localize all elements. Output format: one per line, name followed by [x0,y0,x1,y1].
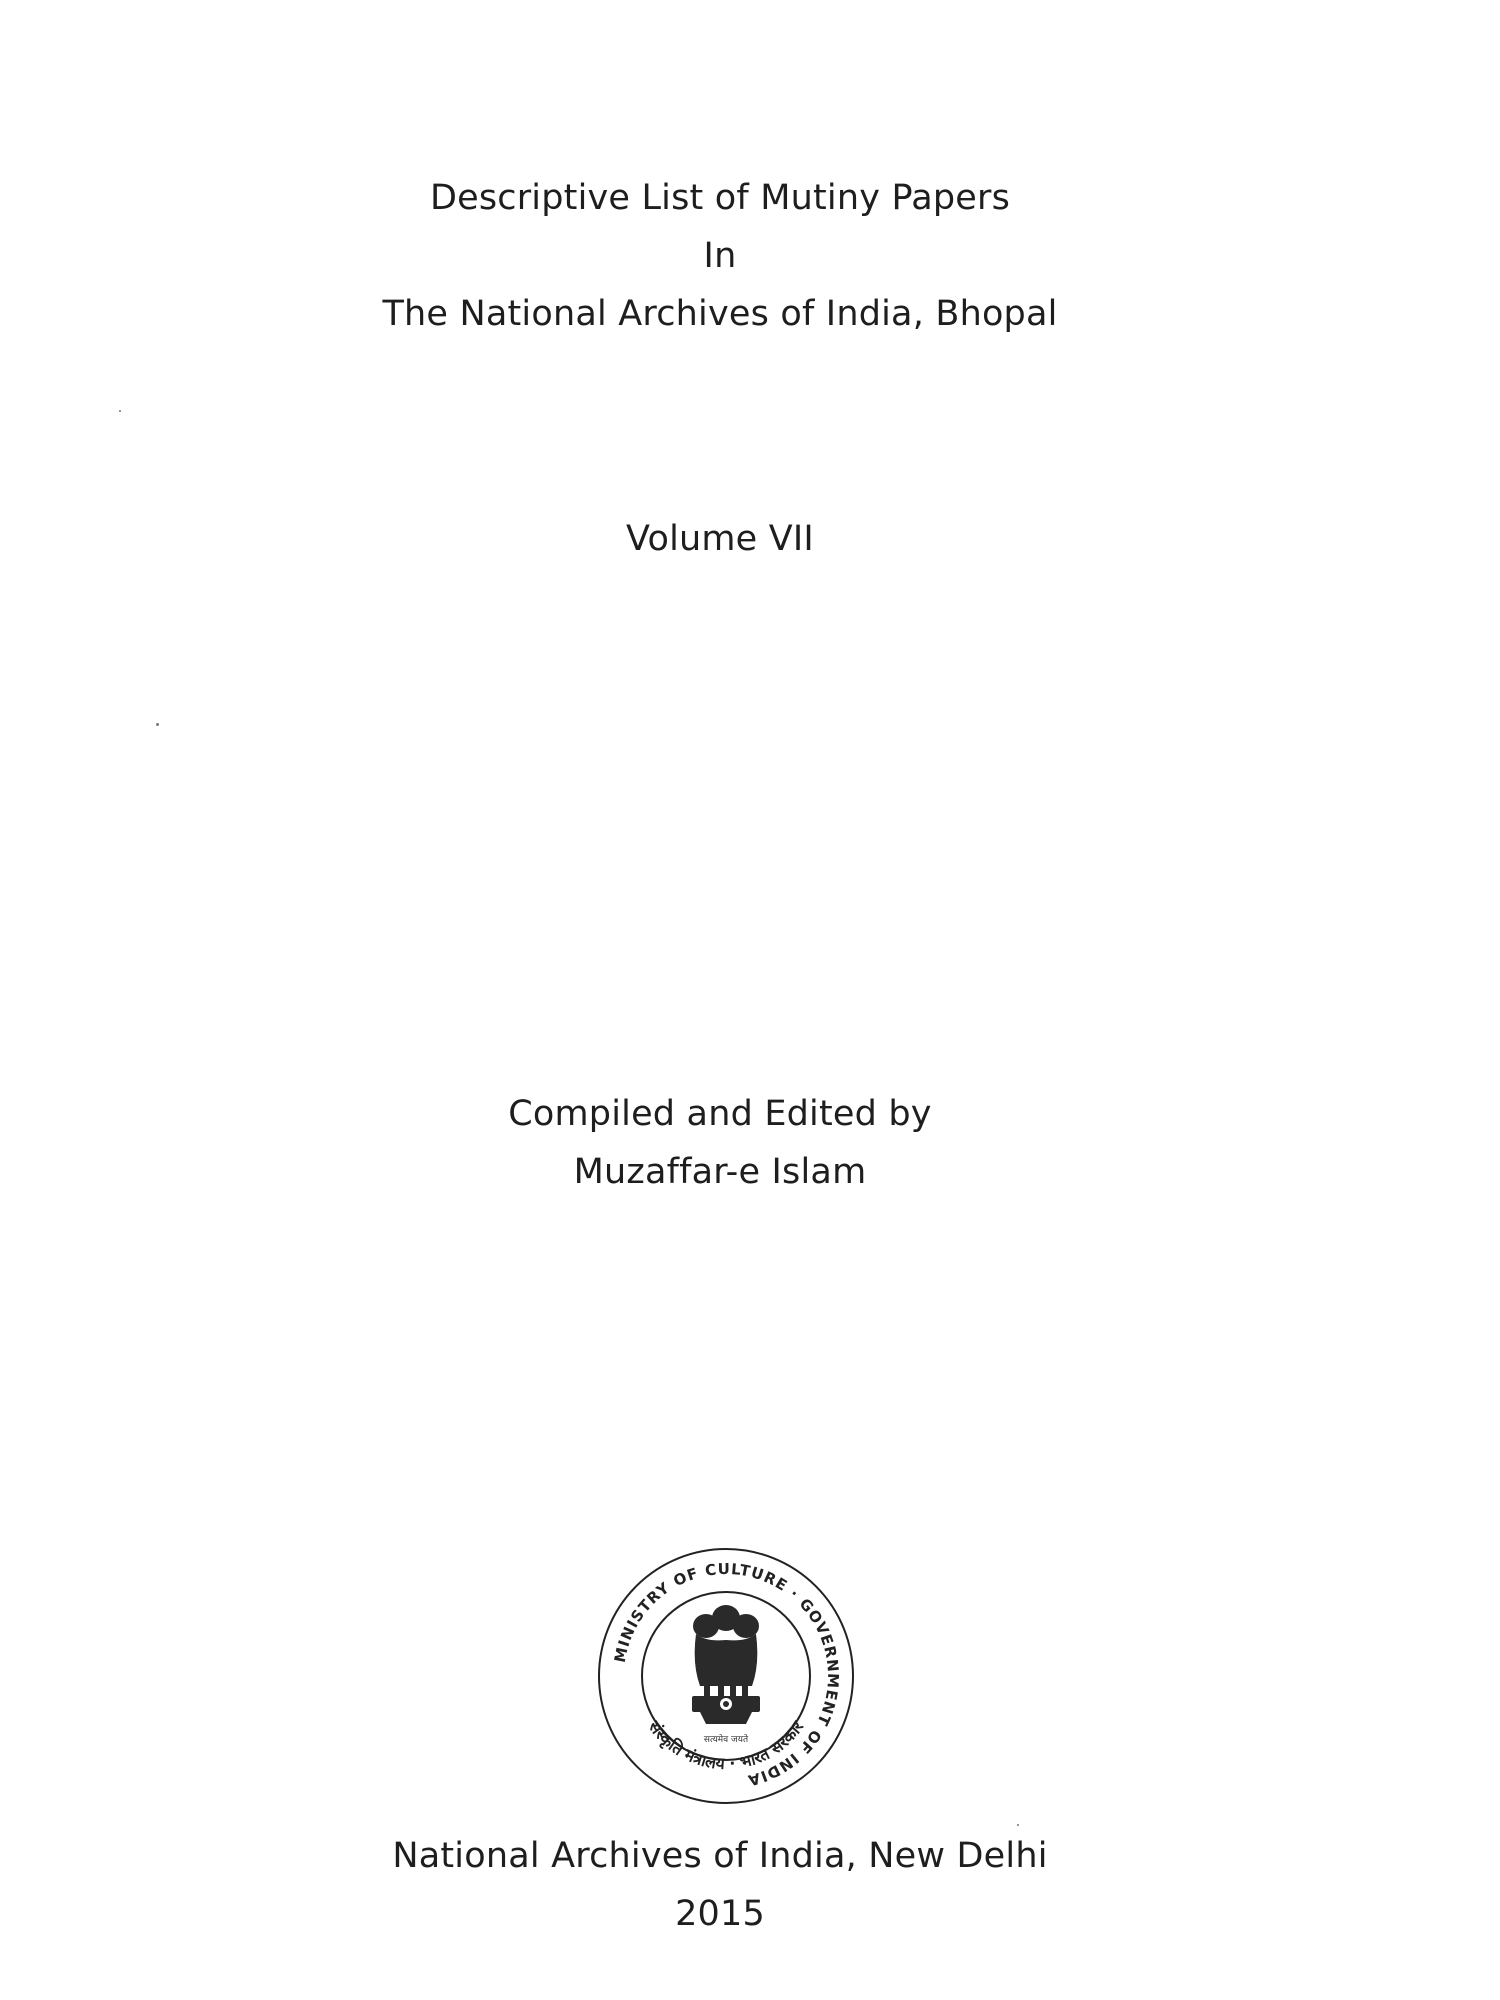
scan-speck [1017,1824,1019,1826]
lion-capital-icon [692,1605,760,1724]
scan-speck [156,723,159,726]
seal-motto: सत्यमेव जयते [703,1735,749,1745]
title-line-1: Descriptive List of Mutiny Papers [429,178,1011,218]
compiled-by-label: Compiled and Edited by [508,1094,932,1134]
ministry-of-culture-seal [596,1546,856,1806]
title-line-2: In [703,236,737,276]
seal-outer-text: MINISTRY OF CULTURE · GOVERNMENT OF INDIA [610,1559,843,1790]
volume-label: Volume VII [626,519,814,559]
title-line-3: The National Archives of India, Bhopal [382,294,1058,334]
editor-name: Muzaffar-e Islam [573,1152,867,1192]
publication-year: 2015 [675,1894,765,1934]
seal-hindi-text: संस्कृति मंत्रालय · भारत सरकार [644,1717,808,1774]
scan-speck [119,410,121,412]
publisher-label: National Archives of India, New Delhi [392,1836,1048,1876]
